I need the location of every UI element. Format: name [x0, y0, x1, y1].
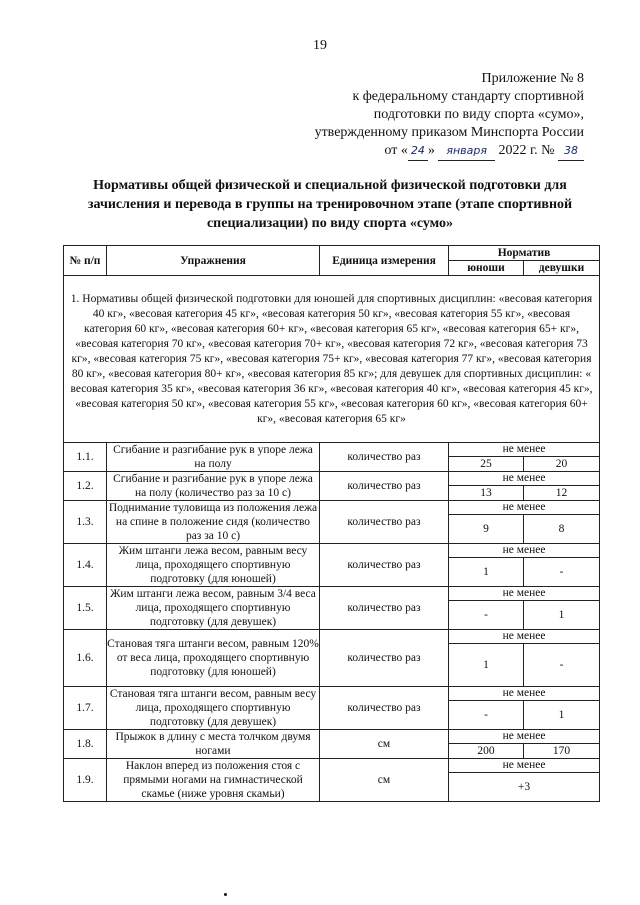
exercise-name: Поднимание туловища из положения лежа на спине в положение сидя (количество раз за 10 с): [107, 501, 320, 544]
date-mid: »: [427, 143, 435, 158]
row-number: 1.5.: [64, 587, 107, 630]
unit-cell: количество раз: [320, 472, 449, 501]
handwritten-day: 24: [408, 142, 428, 161]
header-unit: Единица измерения: [320, 246, 449, 276]
norms-table: [63, 245, 600, 802]
min-label: не менее: [449, 443, 600, 457]
section-intro: 1. Нормативы общей физической подготовки для юношей для спортивных дисциплин: «весовая категория 40 кг», «весовая категория 45 кг», «весовая категория 50 кг», «весовая категория 55 кг», «весовая категория 60 кг», «весовая категория 60+ кг», «весовая категория 65 кг», «весовая категория 65+ кг», «весовая категория 70 кг», «весовая категория 70+ кг», «весовая категория 72 кг», «весовая категория 73 кг», «весовая категория 75 кг», «весовая категория 75+ кг», «весовая категория 77 кг», «весовая категория 80 кг», «весовая категория 80+ кг», «весовая категория 85 кг»; для девушек для спортивных дисциплин: « весовая категория 35 кг», «весовая категория 36 кг», «весовая категория 40 кг», «весовая категория 45 кг», «весовая категория 50 кг», «весовая категория 55 кг», «весовая категория 60 кг», «весовая категория 60+ кг», «весовая категория 65 кг»: [64, 276, 600, 443]
value-boys: -: [449, 701, 524, 730]
row-number: 1.9.: [64, 759, 107, 802]
value-boys: 13: [449, 486, 524, 501]
value-boys: -: [449, 601, 524, 630]
unit-cell: см: [320, 759, 449, 802]
min-label: не менее: [449, 759, 600, 773]
date-prefix: от «: [384, 143, 408, 158]
value-girls: -: [524, 558, 600, 587]
exercise-name: Становая тяга штанги весом, равным весу лица, проходящего спортивную подготовку (для девушек): [107, 687, 320, 730]
handwritten-month: января: [438, 142, 495, 161]
exercise-name: Жим штанги лежа весом, равным 3/4 веса лица, проходящего спортивную подготовку (для девушек): [107, 587, 320, 630]
unit-cell: количество раз: [320, 687, 449, 730]
min-label: не менее: [449, 687, 600, 701]
appendix-line: к федеральному стандарту спортивной: [352, 89, 584, 104]
appendix-line: утвержденному приказом Минспорта России: [314, 125, 584, 140]
header-num: № п/п: [64, 246, 107, 276]
unit-cell: количество раз: [320, 544, 449, 587]
row-number: 1.1.: [64, 443, 107, 472]
row-number: 1.8.: [64, 730, 107, 759]
min-label: не менее: [449, 630, 600, 644]
appendix-line: Приложение № 8: [481, 71, 584, 86]
unit-cell: количество раз: [320, 587, 449, 630]
appendix-header: [254, 70, 584, 161]
value-boys: 200: [449, 744, 524, 759]
value-girls: -: [524, 644, 600, 687]
scan-dot: [224, 893, 227, 896]
header-boys: юноши: [449, 261, 524, 276]
row-number: 1.7.: [64, 687, 107, 730]
value-girls: 8: [524, 515, 600, 544]
document-title: Нормативы общей физической и специальной физической подготовки для зачисления и перевода в группы на тренировочном этапе (этапе спортивной специализации) по виду спорта «сумо»: [87, 178, 573, 231]
row-number: 1.4.: [64, 544, 107, 587]
value-girls: 12: [524, 486, 600, 501]
exercise-name: Жим штанги лежа весом, равным весу лица, проходящего спортивную подготовку (для юношей): [107, 544, 320, 587]
row-number: 1.3.: [64, 501, 107, 544]
min-label: не менее: [449, 472, 600, 486]
date-year: 2022 г. №: [498, 143, 555, 158]
min-label: не менее: [449, 501, 600, 515]
value-boys: 1: [449, 558, 524, 587]
exercise-name: Прыжок в длину с места толчком двумя ногами: [107, 730, 320, 759]
value-boys: 9: [449, 515, 524, 544]
unit-cell: см: [320, 730, 449, 759]
page-number: 19: [313, 38, 327, 53]
value-girls: 20: [524, 457, 600, 472]
exercise-name: Сгибание и разгибание рук в упоре лежа на полу: [107, 443, 320, 472]
value-girls: 1: [524, 701, 600, 730]
exercise-name: Наклон вперед из положения стоя с прямыми ногами на гимнастической скамье (ниже уровня скамьи): [107, 759, 320, 802]
header-norm: Норматив: [449, 246, 600, 261]
unit-cell: количество раз: [320, 501, 449, 544]
row-number: 1.2.: [64, 472, 107, 501]
appendix-date-line: [254, 142, 584, 161]
min-label: не менее: [449, 544, 600, 558]
header-girls: девушки: [524, 261, 600, 276]
value-girls: 1: [524, 601, 600, 630]
value-girls: 170: [524, 744, 600, 759]
appendix-line: подготовки по виду спорта «сумо»,: [373, 107, 584, 122]
unit-cell: количество раз: [320, 443, 449, 472]
min-label: не менее: [449, 587, 600, 601]
exercise-name: Становая тяга штанги весом, равным 120% от веса лица, проходящего спортивную подготовку (для юношей): [107, 630, 320, 687]
exercise-name: Сгибание и разгибание рук в упоре лежа на полу (количество раз за 10 с): [107, 472, 320, 501]
handwritten-number: 38: [558, 142, 584, 161]
row-number: 1.6.: [64, 630, 107, 687]
value-boys: 1: [449, 644, 524, 687]
header-exercise: Упражнения: [107, 246, 320, 276]
value-boys: 25: [449, 457, 524, 472]
unit-cell: количество раз: [320, 630, 449, 687]
value-both: +3: [449, 773, 600, 802]
min-label: не менее: [449, 730, 600, 744]
